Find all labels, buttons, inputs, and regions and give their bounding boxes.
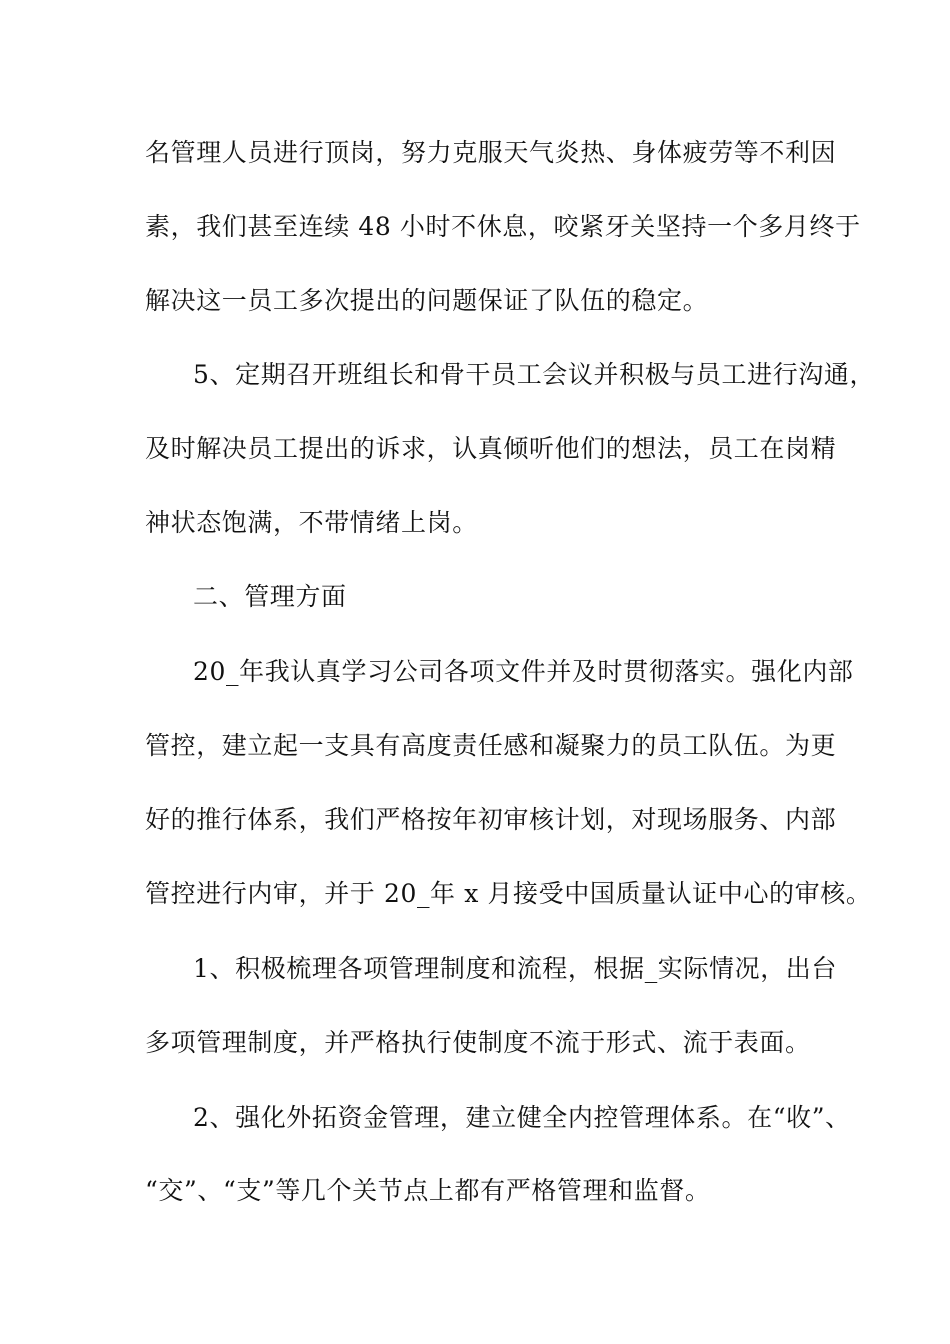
paragraph-line: 管控进行内审，并于 20_年 x 月接受中国质量认证中心的审核。 <box>145 879 872 908</box>
list-item-2-line: 2、强化外拓资金管理，建立健全内控管理体系。在“收”、 <box>193 1103 851 1132</box>
paragraph-line: 多项管理制度，并严格执行使制度不流于形式、流于表面。 <box>145 1028 811 1057</box>
paragraph-line: 及时解决员工提出的诉求，认真倾听他们的想法，员工在岗精 <box>145 434 837 463</box>
paragraph-line: 名管理人员进行顶岗，努力克服天气炎热、身体疲劳等不利因 <box>145 138 837 167</box>
paragraph-line: 神状态饱满，不带情绪上岗。 <box>145 508 478 537</box>
paragraph-line: “交”、“支”等几个关节点上都有严格管理和监督。 <box>145 1176 711 1205</box>
paragraph-line: 解决这一员工多次提出的问题保证了队伍的稳定。 <box>145 286 709 315</box>
list-item-5-line: 5、定期召开班组长和骨干员工会议并积极与员工进行沟通， <box>193 360 876 389</box>
list-item-1-line: 1、积极梳理各项管理制度和流程，根据_实际情况，出台 <box>193 954 838 983</box>
paragraph-line: 素，我们甚至连续 48 小时不休息，咬紧牙关坚持一个多月终于 <box>145 212 861 241</box>
paragraph-line: 20_年我认真学习公司各项文件并及时贯彻落实。强化内部 <box>193 657 854 686</box>
paragraph-line: 管控，建立起一支具有高度责任感和凝聚力的员工队伍。为更 <box>145 731 837 760</box>
section-heading: 二、管理方面 <box>193 582 347 611</box>
paragraph-line: 好的推行体系，我们严格按年初审核计划，对现场服务、内部 <box>145 805 837 834</box>
